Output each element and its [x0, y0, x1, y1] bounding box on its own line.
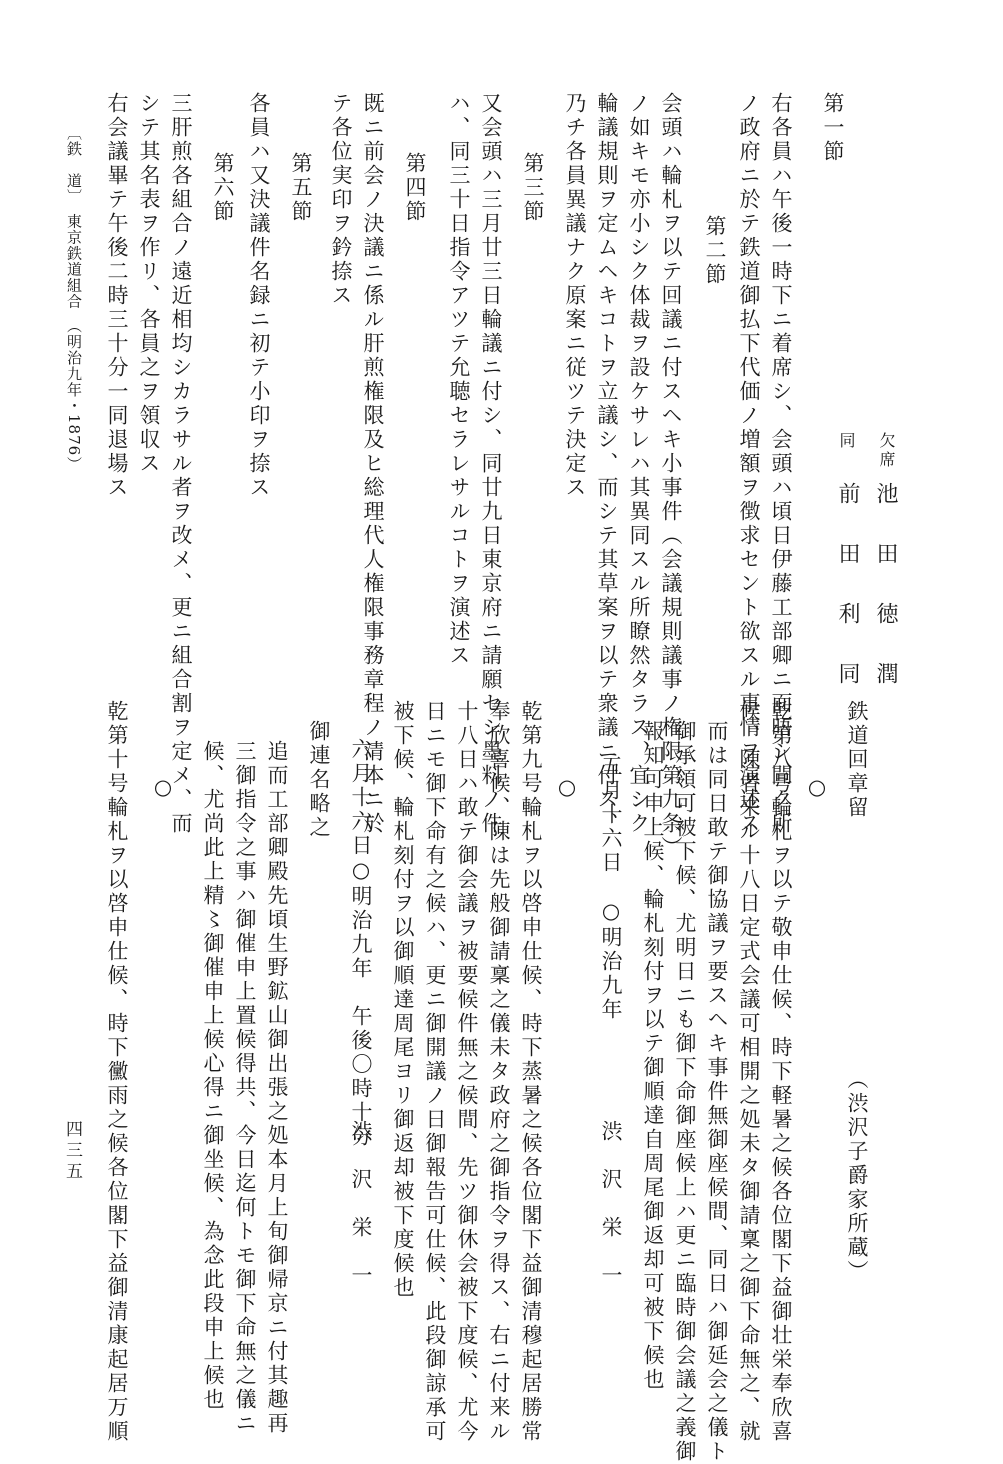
lower-text-column-13: 十八日ハ敢テ御会議ヲ被要候件無之候間、先ツ御休会被下度候、尤今: [455, 700, 479, 1444]
upper-text-column-6: 輪議規則ヲ定ムヘキコトヲ立議シ、而シテ其草案ヲ以テ衆議ニ付ス、: [595, 92, 619, 836]
same-label: 同: [837, 432, 856, 451]
upper-text-column-13: テ各位実印ヲ鈐捺ス: [329, 92, 353, 308]
upper-text-column-15: 各員ハ又決議件名録ニ初テ小印ヲ捺ス: [247, 92, 271, 500]
upper-text-column-8: 第三節: [521, 152, 545, 224]
absent-member-name: 池 田 徳 潤: [873, 482, 898, 692]
upper-text-column-2: ノ政府ニ於テ鉄道御払下代価ノ増額ヲ徴求セント欲スル事情ヲ演述ス: [737, 92, 761, 836]
lower-text-column-14: 日ニモ御下命有之候ハ、更ニ御開議ノ日御報告可仕候、此段御諒承可: [423, 700, 447, 1444]
upper-text-column-17: 三肝煎各組合ノ遠近相均シカラサル者ヲ改メ、更ニ組合割ヲ定メ、而: [169, 92, 193, 836]
lower-text-column-5: 而は同日敢テ御協議ヲ要スヘキ事件無御座候間、同日ハ御延会之儀ト: [705, 720, 729, 1464]
upper-text-column-20: 〔鉄 道〕 東京鉄道組合 （明治九年・1876）: [65, 125, 83, 473]
upper-text-column-10: ハ、同三十日指令アツテ允聴セラレサルコトヲ演述ス: [447, 92, 471, 668]
lower-text-column-17: 渋 沢 栄 一: [349, 1120, 373, 1288]
upper-text-column-19: 右会議畢テ午後二時三十分一同退場ス: [105, 92, 129, 500]
lower-text-column-3: 乾第八号輪札ヲ以テ敬申仕候、時下軽暑之候各位閣下益御壮栄奉欣喜: [769, 700, 793, 1444]
lower-text-column-20: 三御指令之事ハ御催申上置候得共、今日迄何トモ御下命無之儀ニ: [233, 740, 257, 1436]
upper-text-column-4: 会頭ハ輪札ヲ以テ回議ニ付スヘキ小事件（会議規則議事ノ権限第九条）: [659, 92, 683, 860]
lower-text-column-11: 乾第九号輪札ヲ以啓申仕候、時下蒸暑之候各位閣下益御清穆起居勝常: [519, 700, 543, 1444]
upper-text-column-12: 既ニ前会ノ決議ニ係ル肝煎権限及ヒ総理代人権限事務章程ノ清本ニ於: [361, 92, 385, 836]
lower-text-column-7: 報知可申上候、輪札刻付ヲ以テ御順達自周尾御返却可被下候也: [641, 720, 665, 1392]
lower-text-column-9: 渋 沢 栄 一: [599, 1120, 623, 1288]
lower-text-column-4: 候、陳者来ル十八日定式会議可相開之処未タ御請稟之御下命無之、就: [737, 700, 761, 1444]
lower-text-column-21: 候、尤尚此上精〻御催申上候心得ニ御坐候、為念此段申上候也: [201, 740, 225, 1412]
upper-text-column-14: 第五節: [289, 152, 313, 224]
lower-text-column-6: 御承領可被下候、尤明日ニも御下命御座候上ハ更ニ臨時御会議之義御: [673, 720, 697, 1464]
lower-text-column-0: 鉄道回章留: [845, 700, 869, 820]
lower-text-column-22: ○: [151, 775, 175, 802]
upper-text-column-9: 又会頭ハ三月廿三日輪議ニ付シ、同廿九日東京府ニ請願セシ墨料ノ件: [479, 92, 503, 836]
upper-text-column-11: 第四節: [403, 152, 427, 224]
upper-text-column-3: 第二節: [703, 215, 727, 287]
upper-text-column-18: シテ其名表ヲ作リ、各員之ヲ領収ス: [137, 92, 161, 476]
upper-text-column-1: 右各員ハ午後一時下ニ着席シ、会頭ハ頃日伊藤工部卿ニ面晤シ聞ク所: [769, 92, 793, 836]
lower-text-column-18: 御連名略之: [307, 720, 331, 840]
upper-text-column-16: 第六節: [211, 152, 235, 224]
lower-text-column-10: ○: [555, 775, 579, 802]
lower-text-column-2: ○: [805, 775, 829, 802]
same-member-name: 前 田 利 同: [835, 482, 860, 692]
lower-text-column-1: （渋沢子爵家所蔵）: [845, 1068, 869, 1284]
lower-text-column-23: 乾第十号輪札ヲ以啓申仕候、時下黴雨之候各位閣下益御清康起居万順: [105, 700, 129, 1444]
absent-label: 欠席: [877, 432, 896, 470]
upper-text-column-7: 乃チ各員異議ナク原案ニ従ツテ決定ス: [563, 92, 587, 500]
lower-text-column-8: 五月十六日 ○明治九年: [599, 755, 623, 1022]
lower-text-column-12: 奉欣喜候、陳は先般御請稟之儀未タ政府之御指令ヲ得ス、右ニ付来ル: [487, 700, 511, 1444]
lower-text-column-15: 被下候、輪札刻付ヲ以御順達周尾ヨリ御返却被下度候也: [391, 700, 415, 1300]
upper-text-column-5: ノ如キモ亦小シク体裁ヲ設ケサレハ其異同スル所瞭然タラス、宜シク: [627, 92, 651, 836]
lower-text-column-16: 六月十六日○明治九年 午後〇時十分: [349, 738, 373, 1149]
page-number: 四三五: [62, 1120, 82, 1183]
lower-text-column-19: 追而工部卿殿先頃生野鉱山御出張之処本月上旬御帰京ニ付其趣再: [265, 740, 289, 1436]
upper-text-column-0: 第一節: [821, 92, 845, 164]
